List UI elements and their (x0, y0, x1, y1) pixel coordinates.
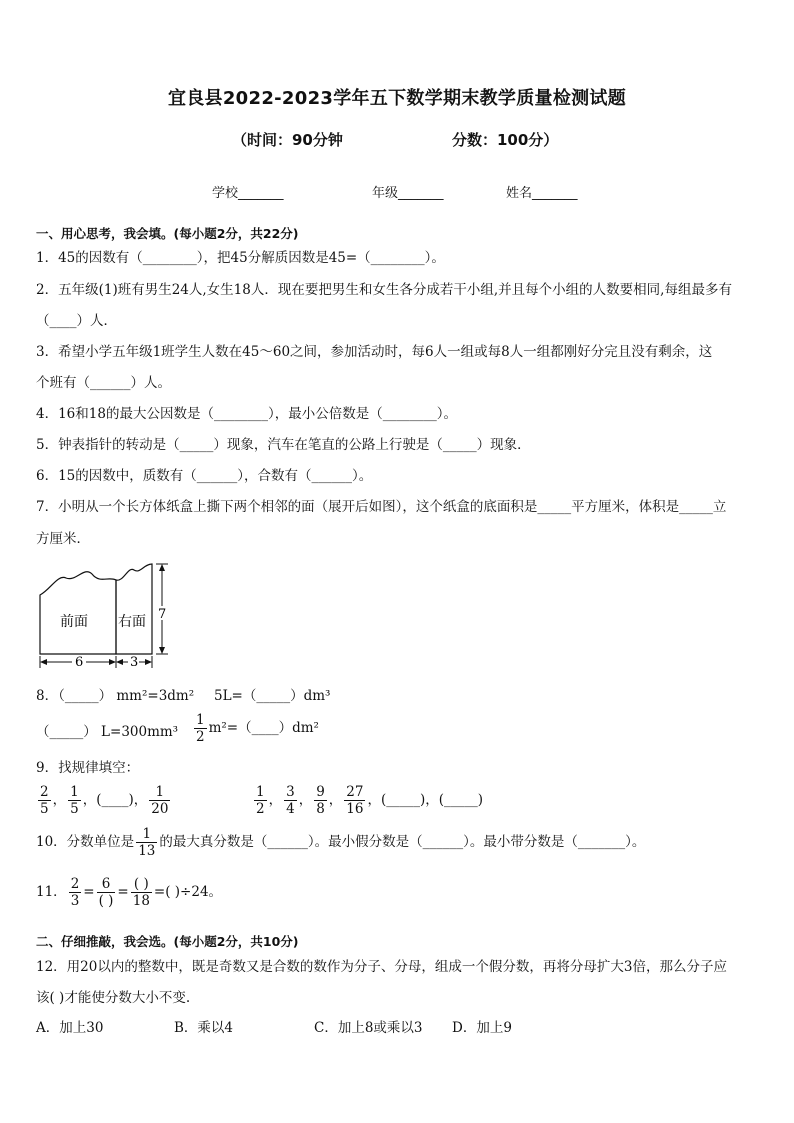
section-2-heading: 二、仔细推敲，我会选。(每小题2分，共10分) (36, 934, 299, 949)
question-8-part-b: 5L=（_____）dm³ (214, 688, 331, 704)
box-net-diagram (36, 560, 176, 672)
name-field[interactable]: 姓名_______ (506, 186, 578, 201)
question-12-line-1: 12．用20以内的整数中，既是奇数又是合数的数作为分子、分母，组成一个假分数，再将分母扩大3倍，那么分子应 (36, 959, 727, 975)
right-face-label: 右面 (118, 614, 146, 630)
question-12-line-2: 该( )才能使分数大小不变. (36, 990, 191, 1006)
total-score: 分数：100分） (452, 131, 559, 149)
question-9-sequence-2: $\frac{1}{2}$ ， $\frac{3}{4}$ ， $\frac{9}{8}$ ， $\frac{27}{16}$ ，(_____)，(_____) (256, 784, 484, 817)
answer-blank[interactable]: (____) (96, 792, 134, 808)
width-1-label: 6 (75, 655, 84, 670)
question-2-line-1: 2．五年级(1)班有男生24人,女生18人．现在要把男生和女生各分成若干小组,并且每个小组的人数要相同,每组最多有 (36, 282, 732, 298)
option-b[interactable]: B．乘以4 (174, 1020, 234, 1036)
question-8-part-a: 8．（_____） mm²=3dm² (36, 688, 195, 704)
question-5: 5．钟表指针的转动是（_____）现象，汽车在笔直的公路上行驶是（_____）现象． (36, 437, 531, 453)
page-title: 宜良县2022-2023学年五下数学期末教学质量检测试题 (167, 88, 627, 109)
question-10: 10．分数单位是 $\frac{1}{13}$ 的最大真分数是（______）。最小假分数是（______）。最小带分数是（_______）。 (36, 826, 646, 859)
question-9-sequence-1: $\frac{2}{5}$ ， $\frac{1}{5}$ ，(____)， $\frac{1}{20}$ (40, 784, 169, 817)
question-3-line-2: 个班有（______）人。 (36, 375, 171, 391)
question-7-line-1: 7．小明从一个长方体纸盒上撕下两个相邻的面（展开后如图），这个纸盒的底面积是_____平方厘米，体积是_____立 (36, 499, 727, 515)
question-9-label: 9．找规律填空： (36, 760, 140, 776)
width-2-label: 3 (130, 655, 139, 670)
question-8-part-d: $\frac{1}{2}$ m²=（____）dm² (196, 712, 319, 745)
grade-field[interactable]: 年级_______ (372, 186, 444, 201)
question-11: 11． $\frac{2}{3}$ = $\frac{6}{( )}$ = $\frac{( )}{18}$ =( )÷24。 (36, 876, 223, 909)
answer-blanks[interactable]: (_____)，(_____) (380, 792, 484, 808)
right-face-outline (116, 564, 152, 654)
question-4: 4．16和18的最大公因数是（________），最小公倍数是（________）。 (36, 406, 457, 422)
school-field[interactable]: 学校_______ (212, 186, 284, 201)
option-a[interactable]: A．加上30 (36, 1020, 104, 1036)
height-label: 7 (158, 607, 167, 622)
fraction-half: $\frac{1}{2}$ (196, 712, 205, 745)
question-2-line-2: （____）人． (36, 313, 117, 329)
option-c[interactable]: C．加上8或乘以3 (314, 1020, 423, 1036)
question-3-line-1: 3．希望小学五年级1班学生人数在45～60之间，参加活动时，每6人一组或每8人一组都刚好分完且没有剩余，这 (36, 344, 713, 360)
fraction-one-thirteenth: $\frac{1}{13}$ (138, 826, 156, 859)
front-face-label: 前面 (60, 614, 88, 630)
question-6: 6．15的因数中，质数有（______），合数有（______）。 (36, 468, 373, 484)
question-7-line-2: 方厘米． (36, 531, 90, 547)
front-face-outline (40, 572, 116, 654)
question-8-part-c: （_____） L=300mm³ (36, 724, 179, 740)
option-d[interactable]: D．加上9 (452, 1020, 512, 1036)
time-limit: （时间：90分钟 (232, 131, 343, 149)
section-1-heading: 一、用心思考，我会填。(每小题2分，共22分) (36, 226, 299, 241)
question-1: 1．45的因数有（________），把45分解质因数是45=（________）。 (36, 250, 445, 266)
